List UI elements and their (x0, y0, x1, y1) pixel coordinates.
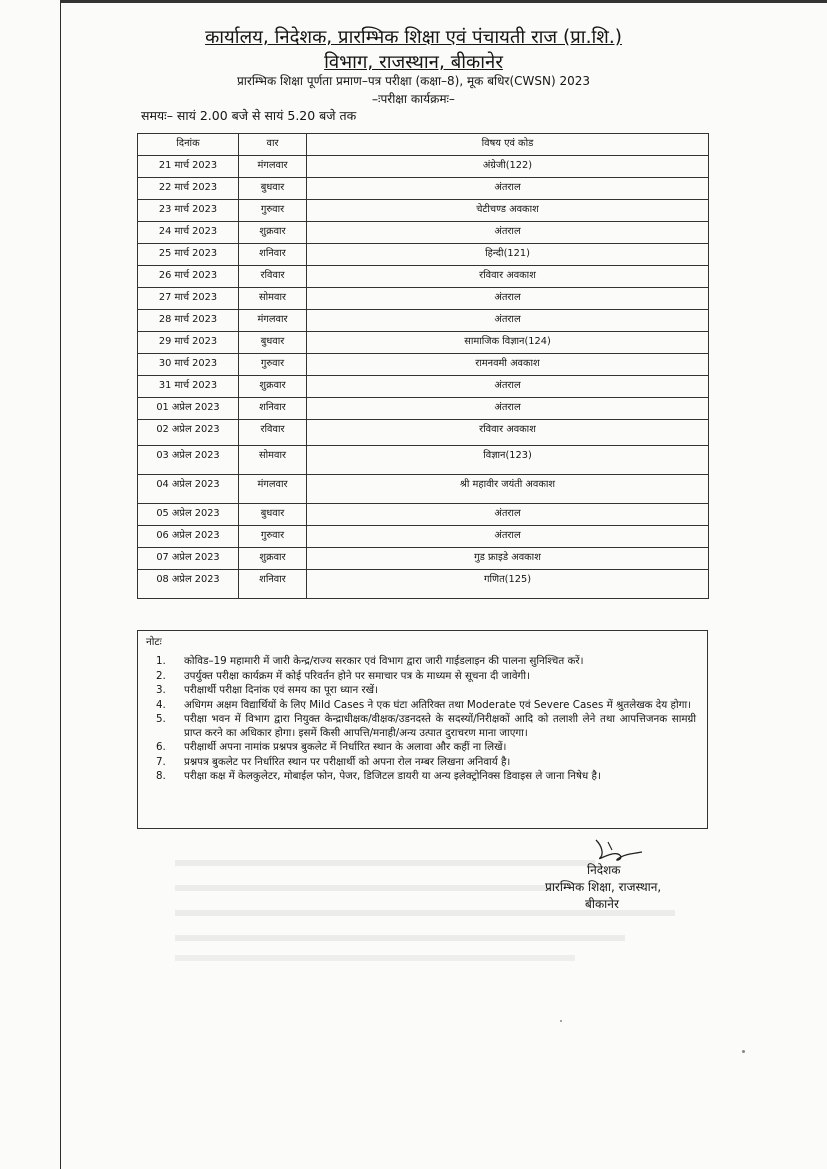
cell-subject: अंतराल (307, 376, 709, 398)
signatory-location: बीकानेर (585, 897, 619, 911)
schedule-heading: –ःपरीक्षा कार्यक्रमः– (372, 92, 455, 106)
cell-subject: रामनवमी अवकाश (307, 354, 709, 376)
table-row (138, 420, 709, 446)
cell-date: 29 मार्च 2023 (138, 332, 239, 354)
table-row (138, 156, 709, 178)
cell-subject: श्री महावीर जयंती अवकाश (307, 475, 709, 504)
cell-day: शुक्रवार (239, 222, 307, 244)
cell-date: 06 अप्रेल 2023 (138, 526, 239, 548)
notes-title: नोटः (146, 636, 162, 648)
table-row (138, 310, 709, 332)
table-header-row (138, 134, 709, 156)
office-title: कार्यालय, निदेशक, प्रारम्भिक शिक्षा एवं पंचायती राज (प्रा.शि.) (205, 27, 622, 48)
cell-day: शनिवार (239, 244, 307, 266)
note-item (156, 741, 696, 755)
note-text: कोविड–19 महामारी में जारी केन्द्र/राज्य सरकार एवं विभाग द्वारा जारी गाईडलाइन की पालना सुनिश्चित करें। (184, 655, 584, 667)
table-row (138, 332, 709, 354)
exam-schedule-table (137, 133, 709, 599)
table-row (138, 354, 709, 376)
table-row (138, 178, 709, 200)
cell-day: मंगलवार (239, 475, 307, 504)
cell-date: 01 अप्रेल 2023 (138, 398, 239, 420)
cell-day: गुरुवार (239, 200, 307, 222)
cell-date: 28 मार्च 2023 (138, 310, 239, 332)
cell-date: 27 मार्च 2023 (138, 288, 239, 310)
cell-subject: गुड फ्राइडे अवकाश (307, 548, 709, 570)
notes-box (137, 630, 708, 829)
note-text: परीक्षा कक्ष में केलकुलेटर, मोबाईल फोन, पेजर, डिजिटल डायरी या अन्य इलेक्ट्रोनिक्स डिवाइस ले जाना निषेध है। (184, 770, 601, 782)
cell-day: मंगलवार (239, 156, 307, 178)
cell-date: 26 मार्च 2023 (138, 266, 239, 288)
cell-date: 07 अप्रेल 2023 (138, 548, 239, 570)
note-text: उपर्युक्त परीक्षा कार्यक्रम में कोई परिवर्तन होने पर समाचार पत्र के माध्यम से सूचना दी जावेगी। (184, 669, 530, 682)
note-number: 6. (156, 741, 166, 753)
cell-subject: गणित(125) (307, 570, 709, 599)
cell-date: 03 अप्रेल 2023 (138, 446, 239, 475)
cell-subject: अंतराल (307, 504, 709, 526)
cell-subject: अंतराल (307, 310, 709, 332)
cell-day: गुरुवार (239, 354, 307, 376)
table-row (138, 398, 709, 420)
cell-subject: अंग्रेजी(122) (307, 156, 709, 178)
cell-date: 24 मार्च 2023 (138, 222, 239, 244)
scan-speck (560, 1020, 562, 1022)
cell-subject: अंतराल (307, 398, 709, 420)
note-number: 2. (156, 669, 166, 682)
cell-subject: विज्ञान(123) (307, 446, 709, 475)
note-number: 4. (156, 698, 166, 711)
department-title: विभाग, राजस्थान, बीकानेर (324, 52, 503, 73)
note-item (156, 670, 696, 684)
cell-day: गुरुवार (239, 526, 307, 548)
table-row (138, 504, 709, 526)
director-signature (590, 836, 650, 864)
cell-day: शनिवार (239, 398, 307, 420)
show-through-mark (175, 885, 555, 891)
table-row (138, 446, 709, 475)
signature-block (545, 862, 661, 913)
note-text: परीक्षार्थी परीक्षा दिनांक एवं समय का पूरा ध्यान रखें। (184, 684, 378, 696)
exam-time: समयः– सायं 2.00 बजे से सायं 5.20 बजे तक (141, 108, 357, 123)
cell-date: 25 मार्च 2023 (138, 244, 239, 266)
table-row (138, 475, 709, 504)
cell-day: बुधवार (239, 178, 307, 200)
cell-day: शनिवार (239, 570, 307, 599)
cell-date: 23 मार्च 2023 (138, 200, 239, 222)
cell-day: सोमवार (239, 288, 307, 310)
cell-date: 05 अप्रेल 2023 (138, 504, 239, 526)
note-text: प्रश्नपत्र बुकलेट पर निर्धारित स्थान पर परीक्षार्थी को अपना रोल नम्बर लिखना अनिवार्य है। (184, 755, 511, 768)
cell-date: 22 मार्च 2023 (138, 178, 239, 200)
column-header-date: दिनांक (138, 134, 239, 156)
table-row (138, 244, 709, 266)
cell-day: सोमवार (239, 446, 307, 475)
show-through-mark (175, 955, 575, 961)
cell-subject: अंतराल (307, 526, 709, 548)
table-row (138, 376, 709, 398)
cell-date: 31 मार्च 2023 (138, 376, 239, 398)
cell-subject: सामाजिक विज्ञान(124) (307, 332, 709, 354)
note-number: 8. (156, 770, 166, 782)
table-row (138, 266, 709, 288)
cell-date: 08 अप्रेल 2023 (138, 570, 239, 599)
scan-speck (742, 1050, 745, 1053)
note-number: 3. (156, 684, 166, 696)
note-item (156, 756, 696, 770)
cell-day: मंगलवार (239, 310, 307, 332)
table-row (138, 200, 709, 222)
column-header-subject: विषय एवं कोड (307, 134, 709, 156)
table-row (138, 548, 709, 570)
note-text: अधिगम अक्षम विद्यार्थियों के लिए Mild Cases ने एक घंटा अतिरिक्त तथा Moderate एवं Severe Cases में श्रुतलेखक देय होगा। (184, 698, 692, 711)
cell-day: शुक्रवार (239, 376, 307, 398)
signatory-department: प्रारम्भिक शिक्षा, राजस्थान, (545, 880, 662, 894)
table-row (138, 570, 709, 599)
note-number: 1. (156, 655, 166, 667)
table-row (138, 288, 709, 310)
cell-subject: चेटीचण्ड अवकाश (307, 200, 709, 222)
note-item (156, 684, 696, 698)
cell-day: बुधवार (239, 504, 307, 526)
cell-subject: अंतराल (307, 178, 709, 200)
table-row (138, 526, 709, 548)
note-item (156, 770, 696, 784)
column-header-day: वार (239, 134, 307, 156)
cell-day: रविवार (239, 266, 307, 288)
note-number: 7. (156, 755, 166, 768)
notes-list (156, 655, 696, 785)
cell-day: शुक्रवार (239, 548, 307, 570)
show-through-mark (175, 935, 625, 941)
note-item (156, 713, 696, 740)
cell-subject: रविवार अवकाश (307, 266, 709, 288)
cell-date: 21 मार्च 2023 (138, 156, 239, 178)
note-text: परीक्षा भवन में विभाग द्वारा नियुक्त केन्द्राधीक्षक/वीक्षक/उडनदस्ते के सदस्यों/निरीक्षकों आदि को तलाशी लेने तथा आपत्तिजनक सामग्री प्राप्त करने का अधिकार होगा। इसमें किसी आपत्ति/मनाही/अन्य उत्पात दुराचरण माना जाएगा। (184, 713, 696, 739)
cell-date: 02 अप्रेल 2023 (138, 420, 239, 446)
cell-date: 30 मार्च 2023 (138, 354, 239, 376)
note-text: परीक्षार्थी अपना नामांक प्रश्नपत्र बुकलेट में निर्धारित स्थान के अलावा और कहीं ना लिखें। (184, 741, 507, 753)
cell-day: बुधवार (239, 332, 307, 354)
exam-title: प्रारम्भिक शिक्षा पूर्णता प्रमाण–पत्र परीक्षा (कक्षा–8), मूक बधिर(CWSN) 2023 (236, 74, 591, 88)
note-item (156, 655, 696, 669)
cell-subject: रविवार अवकाश (307, 420, 709, 446)
page-top-edge (60, 0, 827, 3)
cell-day: रविवार (239, 420, 307, 446)
cell-subject: अंतराल (307, 288, 709, 310)
show-through-mark (175, 860, 595, 866)
note-item (156, 699, 696, 713)
table-row (138, 222, 709, 244)
note-number: 5. (156, 713, 166, 725)
cell-subject: हिन्दी(121) (307, 244, 709, 266)
cell-date: 04 अप्रेल 2023 (138, 475, 239, 504)
signatory-title: निदेशक (587, 863, 621, 877)
cell-subject: अंतराल (307, 222, 709, 244)
